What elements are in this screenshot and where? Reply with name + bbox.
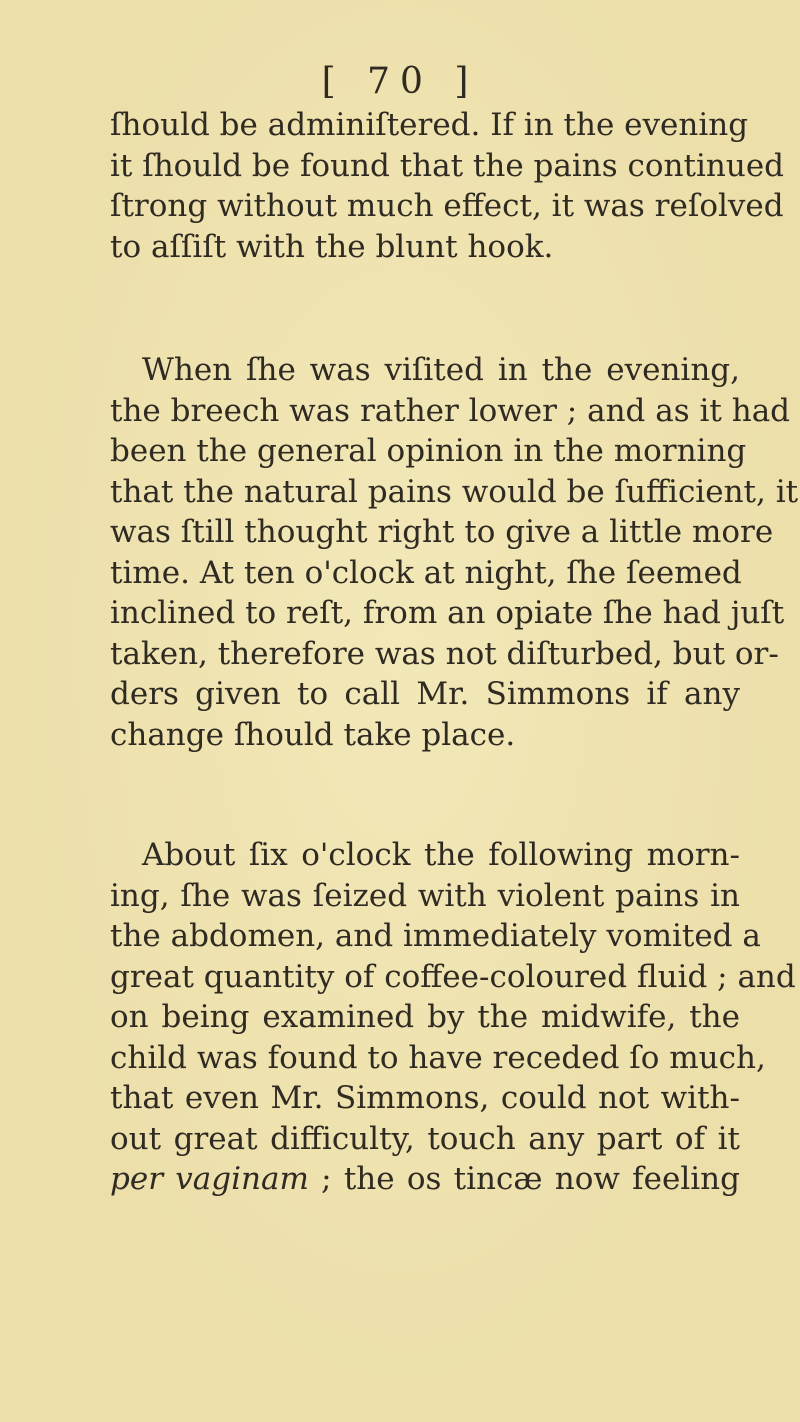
text-line: on being examined by the midwife, the [110,999,740,1035]
latin-phrase: per vaginam [110,1161,309,1197]
text-line: the abdomen, and immediately vomited a [110,918,761,954]
text-line: About ſix o'clock the following morn- [142,837,740,873]
text-line: was ſtill thought right to give a little more [110,514,774,550]
text-line: change ſhould take place. [110,716,516,753]
text-line: great quantity of coffee-coloured fluid ; and [110,958,796,995]
text-line: that the natural pains would be ſufficient, it [110,473,799,510]
text-fragment: ; the os tincæ now feeling [321,1161,740,1197]
text-line: inclined to reſt, from an opiate ſhe had juſt [110,595,785,631]
text-line: to aſſiſt with the blunt hook. [110,228,554,265]
text-line: ing, ſhe was ſeized with violent pains in [110,877,740,914]
text-line: taken, therefore was not diſturbed, but or- [110,635,779,672]
text-line: When ſhe was viſited in the evening, [142,352,740,388]
text-line: child was found to have receded ſo much, [110,1039,766,1076]
text-line: it ſhould be found that the pains continued [110,147,785,184]
page-number: [ 70 ] [321,61,479,102]
text-line: time. At ten o'clock at night, ſhe ſeemed [110,554,742,591]
text-line: ſhould be adminiſtered. If in the evening [110,107,749,143]
text-line: ders given to call Mr. Simmons if any [110,676,740,712]
paragraph-1 [110,105,785,267]
text-line: ſtrong without much effect, it was reſolved [110,188,784,224]
paragraph-3 [110,835,796,1200]
text-line: been the general opinion in the morning [110,433,747,469]
text-line: the breech was rather lower ; and as it had [110,392,791,429]
text-line: that even Mr. Simmons, could not with- [110,1080,740,1116]
text-line: out great difficulty, touch any part of it [110,1120,740,1157]
text-line-final [110,1159,740,1200]
paragraph-2 [110,350,799,755]
